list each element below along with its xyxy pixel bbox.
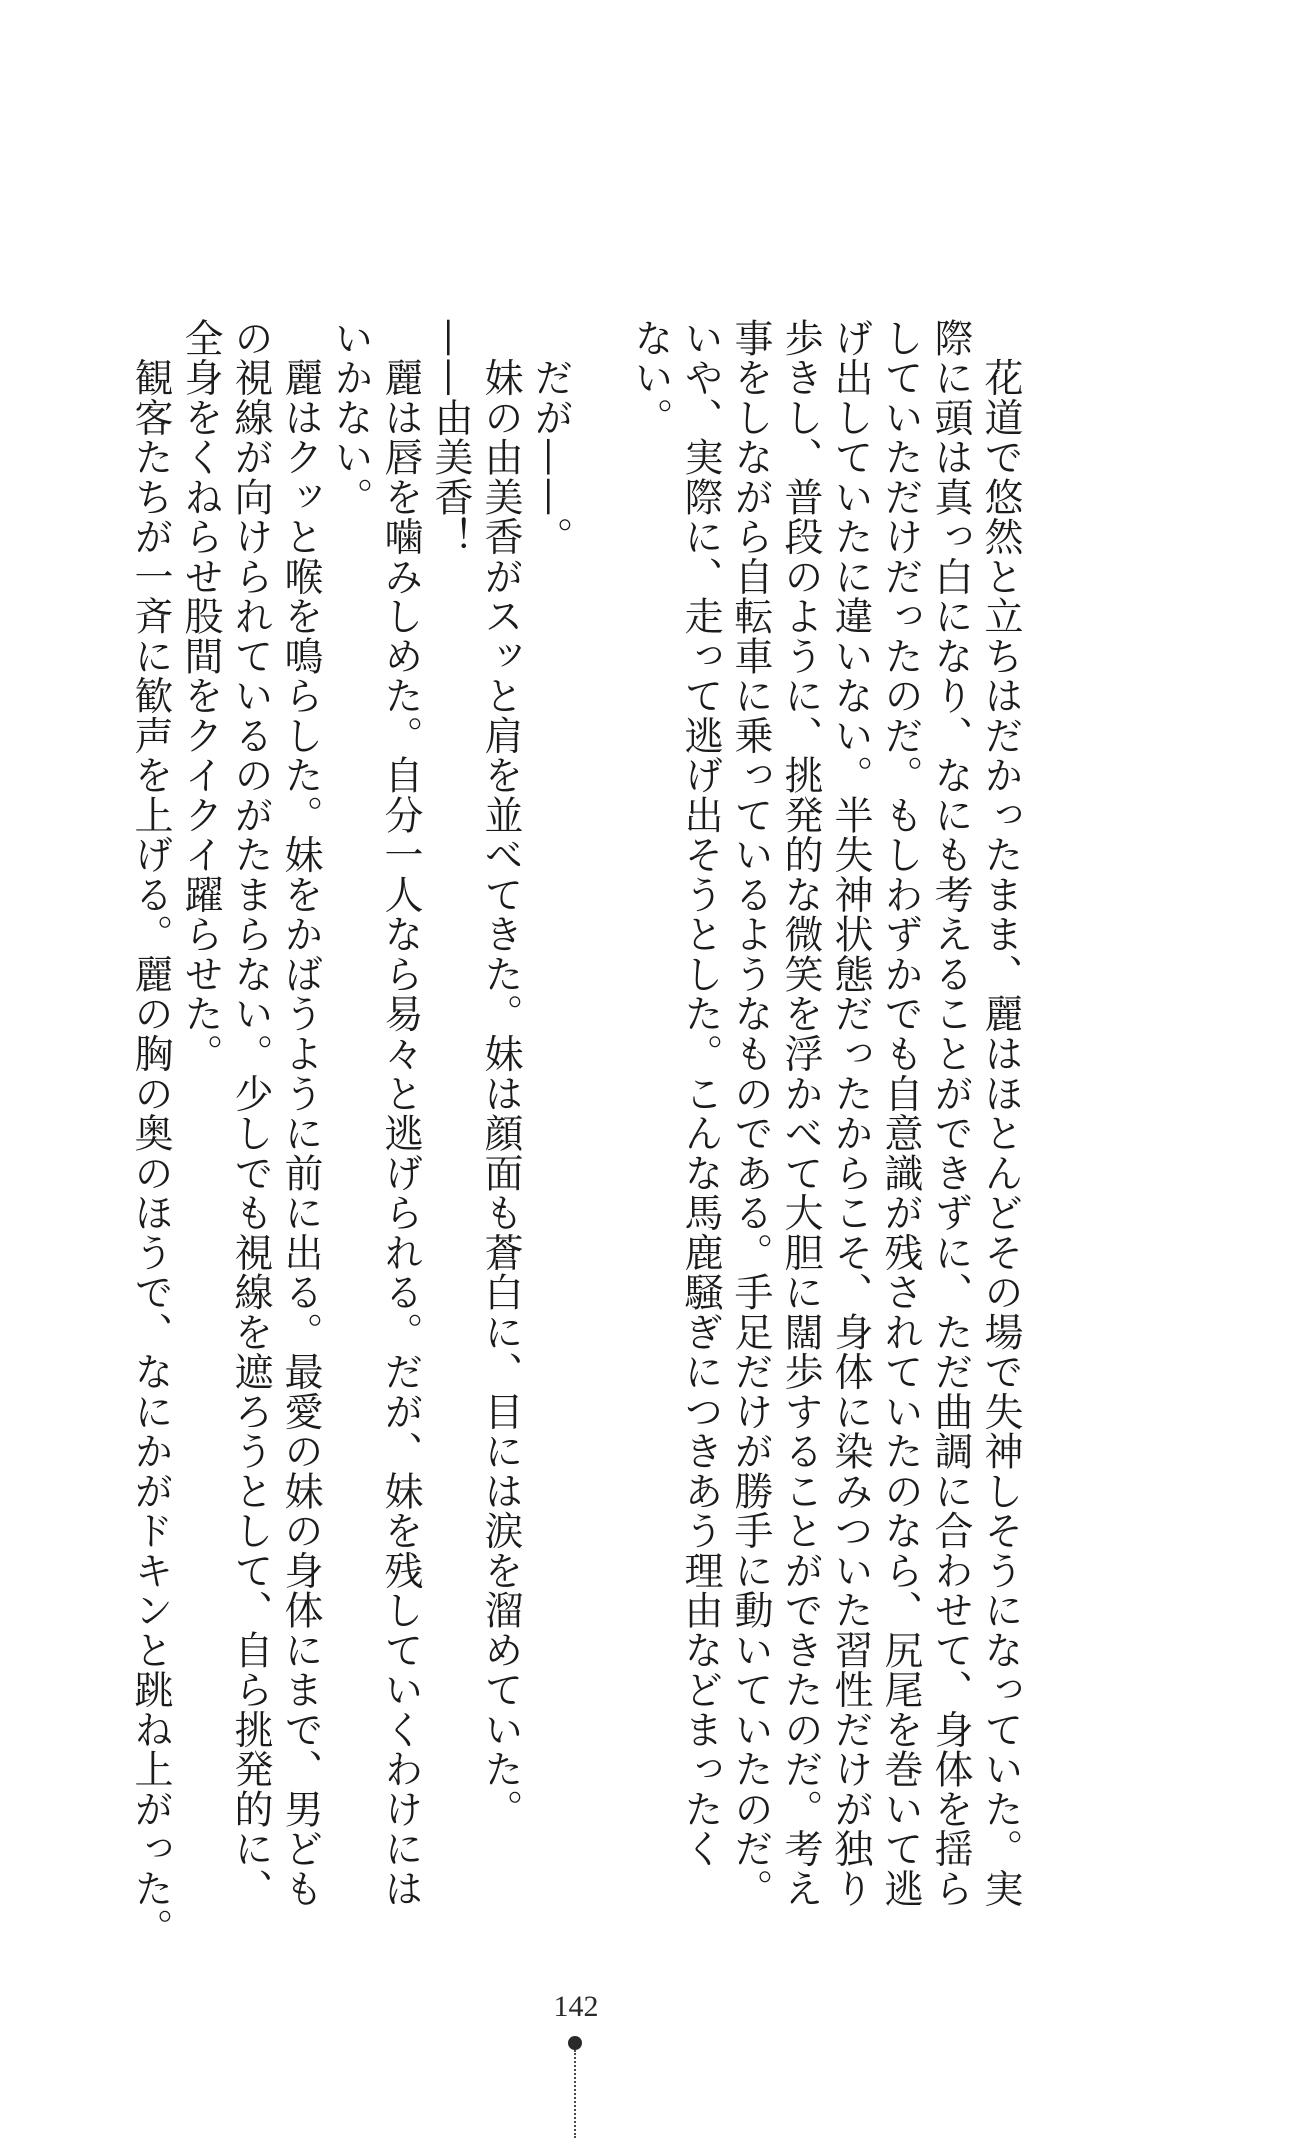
page-marker-line xyxy=(574,2050,576,2138)
text-line: ない。 xyxy=(628,318,673,438)
text-line: いかない。 xyxy=(328,318,373,517)
text-line: いや、実際に、走って逃げ出そうとした。こんな馬鹿騒ぎにつきあう理由などまったく xyxy=(678,318,723,1869)
text-line: 麗はクッと喉を鳴らした。妹をかばうように前に出る。最愛の妹の身体にまで、男ども xyxy=(278,318,323,1909)
text-line: 歩きし、普段のように、挑発的な微笑を浮かべて大胆に闊歩することができたのだ。考え xyxy=(778,318,823,1909)
text-line: 観客たちが一斉に歓声を上げる。麗の胸の奥のほうで、なにかがドキンと跳ね上がった。 xyxy=(128,318,173,1949)
text-line: 麗は唇を噛みしめた。自分一人なら易々と逃げられる。だが、妹を残していくわけには xyxy=(378,318,423,1909)
text-line: 妹の由美香がスッと肩を並べてきた。妹は顔面も蒼白に、目には涙を溜めていた。 xyxy=(478,318,523,1829)
text-line: の視線が向けられているのがたまらない。少しでも視線を遮ろうとして、自ら挑発的に、 xyxy=(228,318,273,1909)
text-line: 全身をくねらせ股間をクイクイ躍らせた。 xyxy=(178,318,223,1074)
paragraph-gap xyxy=(575,318,625,1758)
text-line: だが——。 xyxy=(528,318,573,557)
page-number: 142 xyxy=(553,1990,599,2023)
text-line: ——由美香！ xyxy=(428,318,473,557)
text-line: げ出していたに違いない。半失神状態だったからこそ、身体に染みついた習性だけが独り xyxy=(828,318,873,1909)
body-text xyxy=(125,318,1025,1949)
text-line: 際に頭は真っ白になり、なにも考えることができずに、ただ曲調に合わせて、身体を揺ら xyxy=(928,318,973,1909)
text-line: していただけだったのだ。もしわずかでも自意識が残されていたのなら、尻尾を巻いて逃 xyxy=(878,318,923,1909)
page-marker-dot xyxy=(568,2036,582,2050)
text-line: 事をしながら自転車に乗っているようなものである。手足だけが勝手に動いていたのだ。 xyxy=(728,318,773,1909)
text-line: 花道で悠然と立ちはだかったまま、麗はほとんどその場で失神しそうになっていた。実 xyxy=(978,318,1023,1909)
